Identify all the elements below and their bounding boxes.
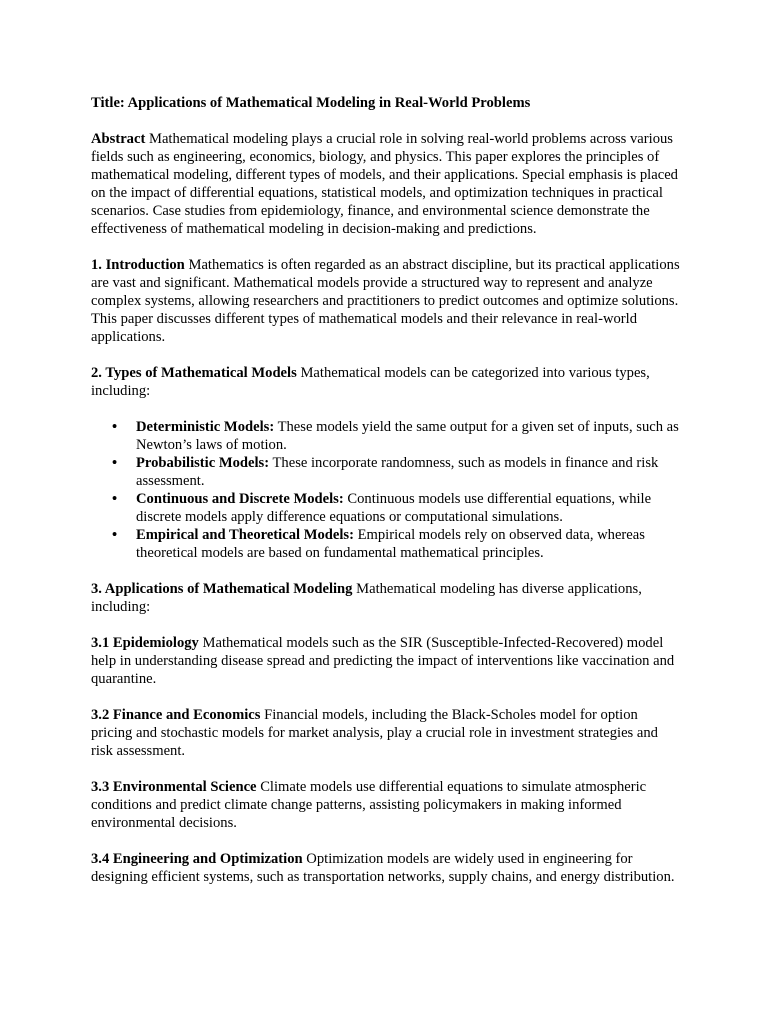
list-item-text: Continuous models use differential equations, while discrete models apply difference equations or computational simulations.	[136, 491, 652, 525]
bullet-icon: •	[112, 491, 118, 507]
types-text: Mathematical models can be categorized into various types, including:	[91, 365, 650, 399]
applications-paragraph	[91, 580, 681, 616]
section-text: Climate models use differential equations to simulate atmospheric conditions and predict climate change patterns, assisting policymakers in making informed environmental decisions.	[91, 779, 647, 831]
list-item	[112, 490, 681, 526]
abstract-heading: Abstract	[91, 131, 146, 147]
bullet-icon: •	[112, 419, 118, 435]
list-item	[112, 418, 681, 454]
section-text: Financial models, including the Black-Scholes model for option pricing and stochastic models for market analysis, play a crucial role in investment strategies and risk assessment.	[91, 707, 658, 759]
section-text: Optimization models are widely used in engineering for designing efficient systems, such as transportation networks, supply chains, and energy distribution.	[91, 851, 675, 885]
section-heading: 3.1 Epidemiology	[91, 635, 199, 651]
section-heading: 3.2 Finance and Economics	[91, 707, 261, 723]
bullet-icon: •	[112, 455, 118, 471]
list-item-term: Continuous and Discrete Models:	[136, 491, 344, 507]
types-paragraph	[91, 364, 681, 400]
epidemiology-paragraph	[91, 634, 681, 688]
abstract-text: Mathematical modeling plays a crucial role in solving real-world problems across various fields such as engineering, economics, biology, and physics. This paper explores the principles of mathematical modeling, different types of models, and their applications. Special emphasis is placed on the impact of differential equations, statistical models, and optimization techniques in practical scenarios. Case studies from epidemiology, finance, and environmental science demonstrate the effectiveness of mathematical modeling in decision-making and predictions.	[91, 131, 678, 237]
list-item-text: These incorporate randomness, such as models in finance and risk assessment.	[136, 455, 659, 489]
introduction-text: Mathematics is often regarded as an abstract discipline, but its practical applications are vast and significant. Mathematical models provide a structured way to represent and analyze complex systems, allowing researchers and practitioners to predict outcomes and optimize solutions. This paper discusses different types of mathematical models and their relevance in real-world applications.	[91, 257, 680, 345]
list-item-term: Deterministic Models:	[136, 419, 275, 435]
engineering-paragraph	[91, 850, 681, 886]
list-item	[112, 526, 681, 562]
document-page	[91, 94, 681, 904]
environmental-paragraph	[91, 778, 681, 832]
section-heading: 3.3 Environmental Science	[91, 779, 257, 795]
section-text: Mathematical models such as the SIR (Susceptible-Infected-Recovered) model help in understanding disease spread and predicting the impact of interventions like vaccination and quarantine.	[91, 635, 675, 687]
bullet-icon: •	[112, 527, 118, 543]
list-item-text: These models yield the same output for a given set of inputs, such as Newton’s laws of motion.	[136, 419, 679, 453]
applications-text: Mathematical modeling has diverse applications, including:	[91, 581, 642, 615]
document-title: Title: Applications of Mathematical Modeling in Real-World Problems	[91, 95, 531, 111]
introduction-heading: 1. Introduction	[91, 257, 185, 273]
finance-paragraph	[91, 706, 681, 760]
section-heading: 3.4 Engineering and Optimization	[91, 851, 303, 867]
list-item-term: Probabilistic Models:	[136, 455, 270, 471]
abstract-paragraph	[91, 130, 681, 238]
types-heading: 2. Types of Mathematical Models	[91, 365, 297, 381]
model-types-list	[91, 418, 681, 562]
list-item	[112, 454, 681, 490]
list-item-term: Empirical and Theoretical Models:	[136, 527, 354, 543]
introduction-paragraph	[91, 256, 681, 346]
applications-heading: 3. Applications of Mathematical Modeling	[91, 581, 353, 597]
list-item-text: Empirical models rely on observed data, whereas theoretical models are based on fundamental mathematical principles.	[136, 527, 645, 561]
